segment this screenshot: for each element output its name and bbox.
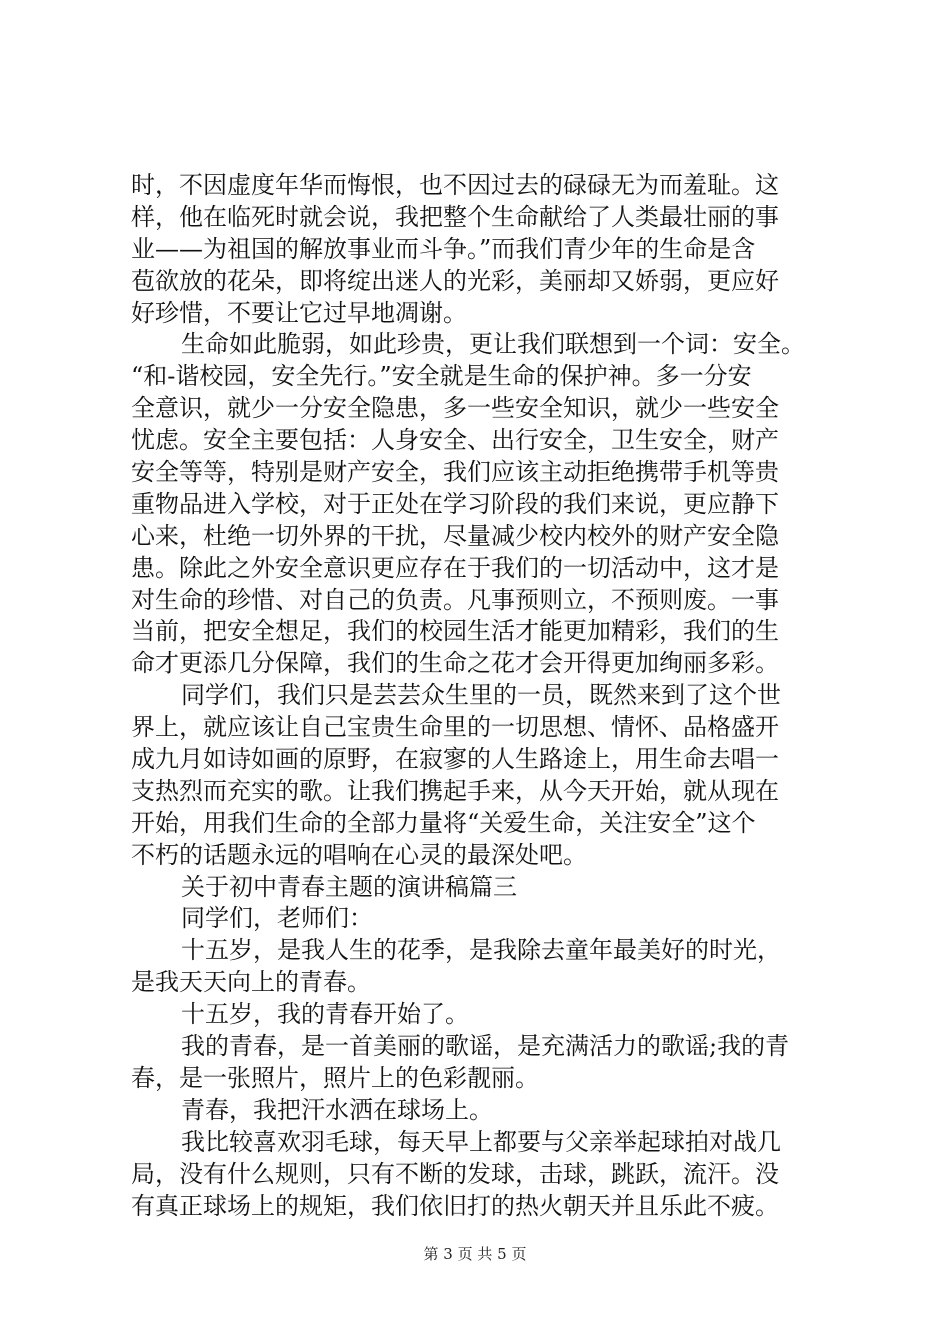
text-line: 界上，就应该让自己宝贵生命里的一切思想、情怀、品格盛开 xyxy=(131,713,779,742)
text-line: 当前，把安全想足，我们的校园生活才能更加精彩，我们的生 xyxy=(131,617,779,646)
text-line: 局，没有什么规则，只有不断的发球，击球，跳跃，流汗。没 xyxy=(131,1159,779,1188)
text-line: 同学们，我们只是芸芸众生里的一员，既然来到了这个世 xyxy=(181,681,781,710)
text-line: 时，不因虚度年华而悔恨，也不因过去的碌碌无为而羞耻。这 xyxy=(131,171,779,199)
page-footer: 第 3 页 共 5 页 xyxy=(423,1245,527,1263)
text-line: 重物品进入学校，对于正处在学习阶段的我们来说，更应静下 xyxy=(131,489,779,518)
text-line: 春，是一张照片，照片上的色彩靓丽。 xyxy=(131,1063,539,1092)
text-line: 成九月如诗如画的原野，在寂寥的人生路途上，用生命去唱一 xyxy=(131,745,779,774)
text-line: 支热烈而充实的歌。让我们携起手来，从今天开始，就从现在 xyxy=(131,776,779,805)
text-line: 患。除此之外安全意识更应存在于我们的一切活动中，这才是 xyxy=(131,553,779,582)
text-line: 是我天天向上的青春。 xyxy=(131,968,371,997)
text-line: 命才更添几分保障，我们的生命之花才会开得更加绚丽多彩。 xyxy=(131,649,779,678)
text-line: 青春，我把汗水洒在球场上。 xyxy=(181,1095,493,1124)
text-line: 全意识，就少一分安全隐患，多一些安全知识，就少一些安全 xyxy=(131,394,779,423)
text-line: 心来，杜绝一切外界的干扰，尽量减少校内校外的财产安全隐 xyxy=(131,521,779,550)
document-body xyxy=(131,170,851,1222)
text-line: 开始，用我们生命的全部力量将“关爱生命，关注安全”这个 xyxy=(131,808,756,837)
text-line: 十五岁，是我人生的花季，是我除去童年最美好的时光， xyxy=(181,936,781,965)
text-line: 同学们，老师们： xyxy=(181,904,373,933)
text-line: 我比较喜欢羽毛球，每天早上都要与父亲举起球拍对战几 xyxy=(181,1127,781,1156)
text-line: 苞欲放的花朵，即将绽出迷人的光彩，美丽却又娇弱，更应好 xyxy=(131,266,779,295)
text-line: 好珍惜，不要让它过早地凋谢。 xyxy=(131,298,467,327)
text-line: 忧虑。安全主要包括：人身安全、出行安全，卫生安全，财产 xyxy=(131,426,779,455)
text-line: 不朽的话题永远的唱响在心灵的最深处吧。 xyxy=(131,840,587,869)
text-line: 业——为祖国的解放事业而斗争。”而我们青少年的生命是含 xyxy=(131,234,756,263)
text-line: 有真正球场上的规矩，我们依旧打的热火朝天并且乐此不疲。 xyxy=(131,1191,779,1220)
text-line: 生命如此脆弱，如此珍贵，更让我们联想到一个词：安全。 xyxy=(181,330,805,359)
text-line: 关于初中青春主题的演讲稿篇三 xyxy=(181,872,517,901)
text-line: 对生命的珍惜、对自己的负责。凡事预则立，不预则废。一事 xyxy=(131,585,779,614)
text-line: 十五岁，我的青春开始了。 xyxy=(181,1000,469,1029)
text-line: 我的青春，是一首美丽的歌谣，是充满活力的歌谣;我的青 xyxy=(181,1032,790,1061)
text-line: “和-谐校园，安全先行。”安全就是生命的保护神。多一分安 xyxy=(131,362,752,391)
text-line: 样，他在临死时就会说，我把整个生命献给了人类最壮丽的事 xyxy=(131,202,779,231)
text-line: 安全等等，特别是财产安全，我们应该主动拒绝携带手机等贵 xyxy=(131,458,779,487)
